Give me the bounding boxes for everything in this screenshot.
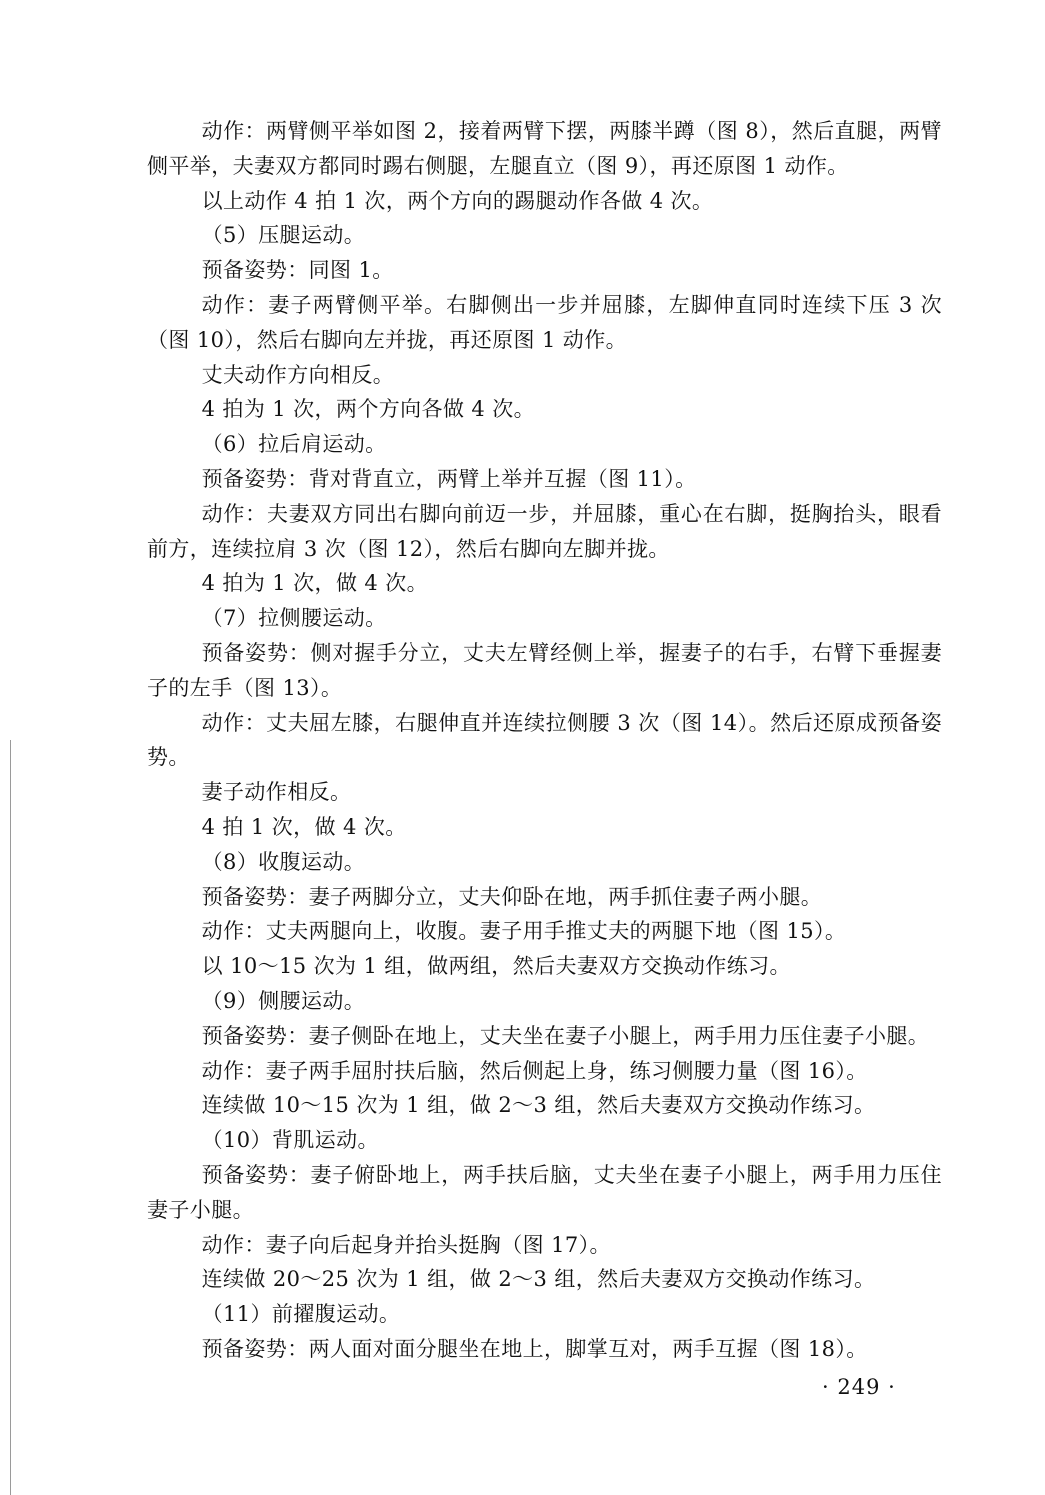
body-text	[147, 114, 942, 1367]
paragraph: 4 拍为 1 次，做 4 次。	[201, 571, 429, 596]
paragraph: 预备姿势：妻子俯卧地上，两手扶后脑，丈夫坐在妻子小腿上，两手用力压住妻子小腿。	[147, 1162, 942, 1222]
paragraph: 连续做 10～15 次为 1 组，做 2～3 组，然后夫妻双方交换动作练习。	[201, 1093, 876, 1118]
section-heading: （5）压腿运动。	[201, 223, 366, 248]
paragraph: 预备姿势：两人面对面分腿坐在地上，脚掌互对，两手互握（图 18）。	[201, 1336, 868, 1361]
paragraph: 动作：丈夫屈左膝，右腿伸直并连续拉侧腰 3 次（图 14）。然后还原成预备姿势。	[147, 710, 942, 770]
paragraph: 预备姿势：侧对握手分立，丈夫左臂经侧上举，握妻子的右手，右臂下垂握妻子的左手（图 13）。	[147, 640, 942, 700]
section-heading: （6）拉后肩运动。	[201, 432, 387, 457]
paragraph: 动作：丈夫两腿向上，收腹。妻子用手推丈夫的两腿下地（图 15）。	[201, 919, 847, 944]
paragraph: 预备姿势：妻子两脚分立，丈夫仰卧在地，两手抓住妻子两小腿。	[201, 884, 823, 909]
section-heading: （8）收腹运动。	[201, 849, 366, 874]
paragraph: 以上动作 4 拍 1 次，两个方向的踢腿动作各做 4 次。	[201, 188, 714, 213]
paragraph: 连续做 20～25 次为 1 组，做 2～3 组，然后夫妻双方交换动作练习。	[201, 1267, 876, 1292]
section-heading: （9）侧腰运动。	[201, 988, 366, 1013]
section-heading: （11）前擢腹运动。	[201, 1302, 401, 1327]
paragraph: 4 拍 1 次，做 4 次。	[201, 814, 407, 839]
paragraph: 预备姿势：同图 1。	[201, 258, 394, 283]
paragraph: 动作：妻子两臂侧平举。右脚侧出一步并屈膝，左脚伸直同时连续下压 3 次（图 10），然后右脚向左并拢，再还原图 1 动作。	[147, 292, 942, 352]
page-number: · 249 ·	[822, 1375, 896, 1399]
scan-edge-line	[10, 740, 11, 1495]
paragraph: 预备姿势：背对背直立，两臂上举并互握（图 11）。	[201, 466, 697, 491]
section-heading: （10）背肌运动。	[201, 1128, 379, 1153]
paragraph: 动作：妻子向后起身并抬头挺胸（图 17）。	[201, 1232, 611, 1257]
paragraph: 丈夫动作方向相反。	[201, 362, 395, 387]
paragraph: 动作：夫妻双方同出右脚向前迈一步，并屈膝，重心在右脚，挺胸抬头，眼看前方，连续拉肩 3 次（图 12），然后右脚向左脚并拢。	[147, 501, 942, 561]
paragraph: 动作：两臂侧平举如图 2，接着两臂下摆，两膝半蹲（图 8），然后直腿，两臂侧平举，夫妻双方都同时踢右侧腿，左腿直立（图 9），再还原图 1 动作。	[147, 119, 942, 178]
paragraph: 4 拍为 1 次，两个方向各做 4 次。	[201, 397, 536, 422]
paragraph: 预备姿势：妻子侧卧在地上，丈夫坐在妻子小腿上，两手用力压住妻子小腿。	[201, 1023, 930, 1048]
paragraph: 以 10～15 次为 1 组，做两组，然后夫妻双方交换动作练习。	[201, 954, 791, 979]
paragraph: 动作：妻子两手屈肘扶后脑，然后侧起上身，练习侧腰力量（图 16）。	[201, 1058, 868, 1083]
paragraph: 妻子动作相反。	[201, 780, 352, 805]
section-heading: （7）拉侧腰运动。	[201, 606, 387, 631]
